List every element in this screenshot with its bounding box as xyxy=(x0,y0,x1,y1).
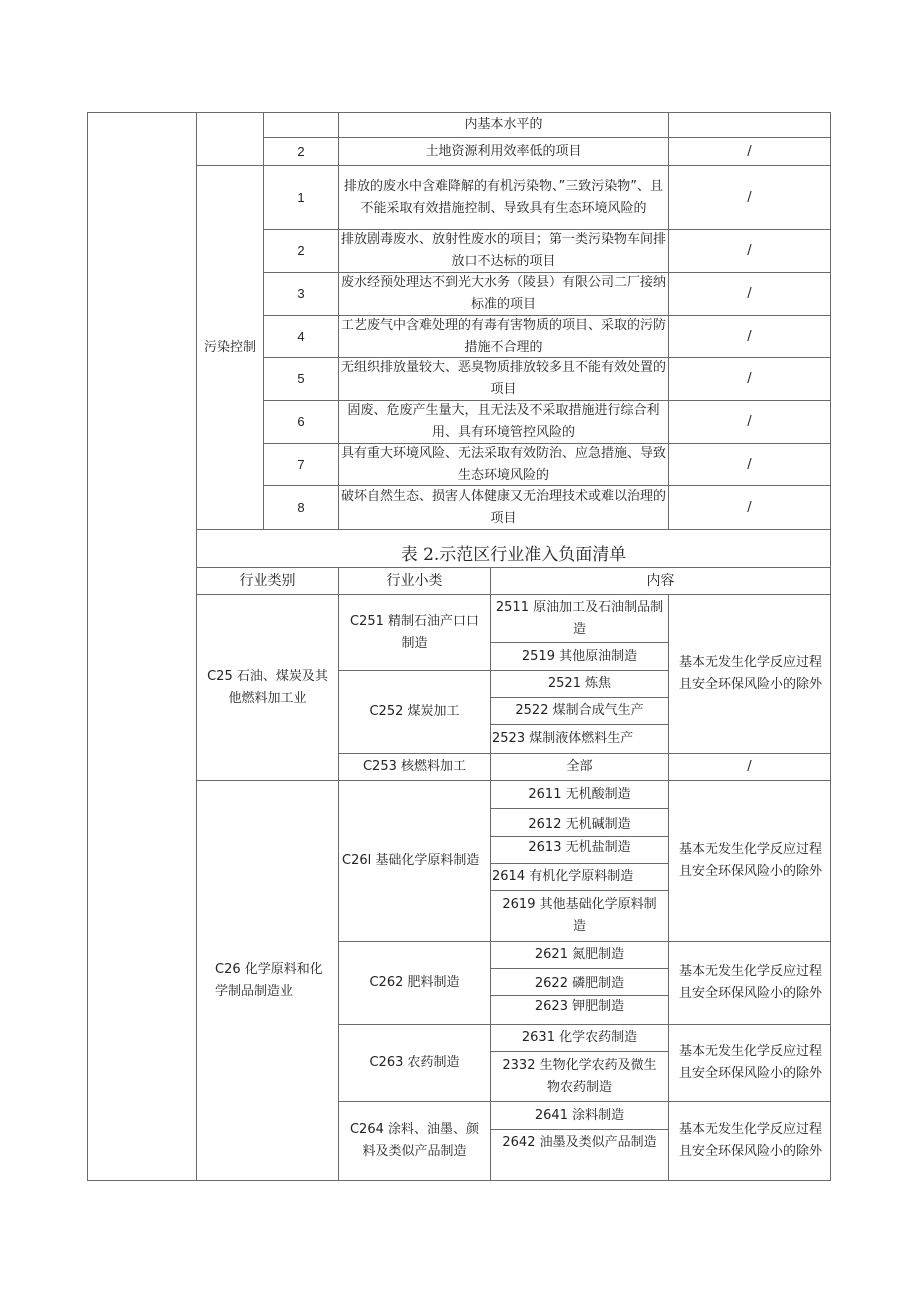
item-2641: 2641 涂料制造 xyxy=(490,1101,669,1130)
row-content xyxy=(338,272,669,316)
subcategory-c253: C253 核燃料加工 xyxy=(338,753,491,781)
row-content-text: 无组织排放量较大、恶臭物质排放较多且不能有效处置的项目 xyxy=(341,360,667,397)
table2-title: 表 2.示范区行业准入负面清单 xyxy=(196,529,831,568)
category-cell-blank xyxy=(196,112,264,166)
item-2614: 2614 有机化学原料制造 xyxy=(490,863,669,891)
row-note: / xyxy=(668,229,831,273)
item-2621: 2621 氮肥制造 xyxy=(490,941,669,969)
item-2332: 2332 生物化学农药及微生物农药制造 xyxy=(490,1051,669,1102)
row-number: 2 xyxy=(263,137,339,166)
subcategory-c262: C262 肥料制造 xyxy=(338,941,491,1025)
note-c262: 基本无发生化学反应过程且安全环保风险小的除外 xyxy=(668,941,831,1025)
subcategory-c264: C264 涂料、油墨、颜料及类似产品制造 xyxy=(338,1101,491,1181)
row-number: 3 xyxy=(263,272,339,316)
row-note: / xyxy=(668,165,831,230)
item-2519: 2519 其他原油制造 xyxy=(490,642,669,671)
outer-left-column xyxy=(87,112,197,1181)
category-pollution-control: 污染控制 xyxy=(196,165,264,530)
subcategory-c261: C26l 基础化学原料制造 xyxy=(338,780,491,942)
item-all: 全部 xyxy=(490,753,669,781)
subcategory-c251: C251 精制石油产口口制造 xyxy=(338,594,491,671)
item-2521: 2521 炼焦 xyxy=(490,670,669,698)
header-subcategory: 行业小类 xyxy=(338,567,491,595)
row-content xyxy=(338,165,669,230)
row-number: 5 xyxy=(263,357,339,401)
item-2613: 2613 无机盐制造 xyxy=(490,836,669,864)
row-number: 6 xyxy=(263,400,339,444)
row-content-text: 排放剧毒废水、放射性废水的项目；第一类污染物车间排放口不达标的项目 xyxy=(341,232,667,269)
item-2523: 2523 煤制液体燃料生产 xyxy=(490,724,669,754)
item-2623: 2623 钾肥制造 xyxy=(490,995,669,1025)
row-content: 内基本水平的 xyxy=(338,112,669,138)
item-2522: 2522 煤制合成气生产 xyxy=(490,697,669,725)
row-content xyxy=(338,229,669,273)
row-note: / xyxy=(668,400,831,444)
row-note: / xyxy=(668,443,831,486)
row-content xyxy=(338,357,669,401)
note-c253: / xyxy=(668,753,831,781)
row-content-text: 具有重大环境风险、无法采取有效防治、应急措施、导致生态环境风险的 xyxy=(341,445,667,483)
header-content: 内容 xyxy=(490,567,831,595)
row-content: 土地资源利用效率低的项目 xyxy=(338,137,669,166)
item-2622: 2622 磷肥制造 xyxy=(490,968,669,996)
category-c25: C25 石油、煤炭及其他燃料加工业 xyxy=(196,594,339,781)
item-2619: 2619 其他基础化学原料制造 xyxy=(490,890,669,942)
item-2631: 2631 化学农药制造 xyxy=(490,1024,669,1052)
note-c25: 基本无发生化学反应过程且安全环保风险小的除外 xyxy=(668,594,831,754)
row-content-text: 废水经预处理达不到光大水务（陵县）有限公司二厂接纳标准的项目 xyxy=(341,275,667,312)
item-2511: 2511 原油加工及石油制品制造 xyxy=(490,594,669,643)
subcategory-c252: C252 煤炭加工 xyxy=(338,670,491,754)
row-note: / xyxy=(668,485,831,530)
item-2612: 2612 无机碱制造 xyxy=(490,808,669,837)
header-category: 行业类别 xyxy=(196,567,339,595)
note-c261: 基本无发生化学反应过程且安全环保风险小的除外 xyxy=(668,780,831,942)
row-number: 8 xyxy=(263,485,339,530)
row-content xyxy=(338,400,669,444)
row-content-text: 固废、危废产生量大，且无法及不采取措施进行综合利用、具有环境管控风险的 xyxy=(347,403,660,440)
row-content xyxy=(338,443,669,486)
row-number: 2 xyxy=(263,229,339,273)
row-content-text: 排放的废水中含难降解的有机污染物、”三致污染物”、且不能采取有效措施控制、导致具有生态环境风险的 xyxy=(344,178,663,216)
note-c263: 基本无发生化学反应过程且安全环保风险小的除外 xyxy=(668,1024,831,1102)
row-note: / xyxy=(668,137,831,166)
item-2611: 2611 无机酸制造 xyxy=(490,780,669,809)
row-note: / xyxy=(668,315,831,358)
row-note xyxy=(668,112,831,138)
note-c264: 基本无发生化学反应过程且安全环保风险小的除外 xyxy=(668,1101,831,1181)
row-number: 4 xyxy=(263,315,339,358)
row-content-text: 工艺废气中含难处理的有毒有害物质的项目、采取的污防措施不合理的 xyxy=(341,317,667,355)
row-content xyxy=(338,315,669,358)
row-content xyxy=(338,485,669,530)
row-note: / xyxy=(668,357,831,401)
category-c26: C26 化学原料和化学制品制造业 xyxy=(196,780,339,1181)
row-number: 1 xyxy=(263,165,339,230)
row-number xyxy=(263,112,339,138)
row-number: 7 xyxy=(263,443,339,486)
item-2642: 2642 油墨及类似产品制造 xyxy=(490,1129,669,1181)
subcategory-c263: C263 农药制造 xyxy=(338,1024,491,1102)
row-note: / xyxy=(668,272,831,316)
row-content-text: 破坏自然生态、损害人体健康又无治理技术或难以治理的项目 xyxy=(341,488,667,526)
